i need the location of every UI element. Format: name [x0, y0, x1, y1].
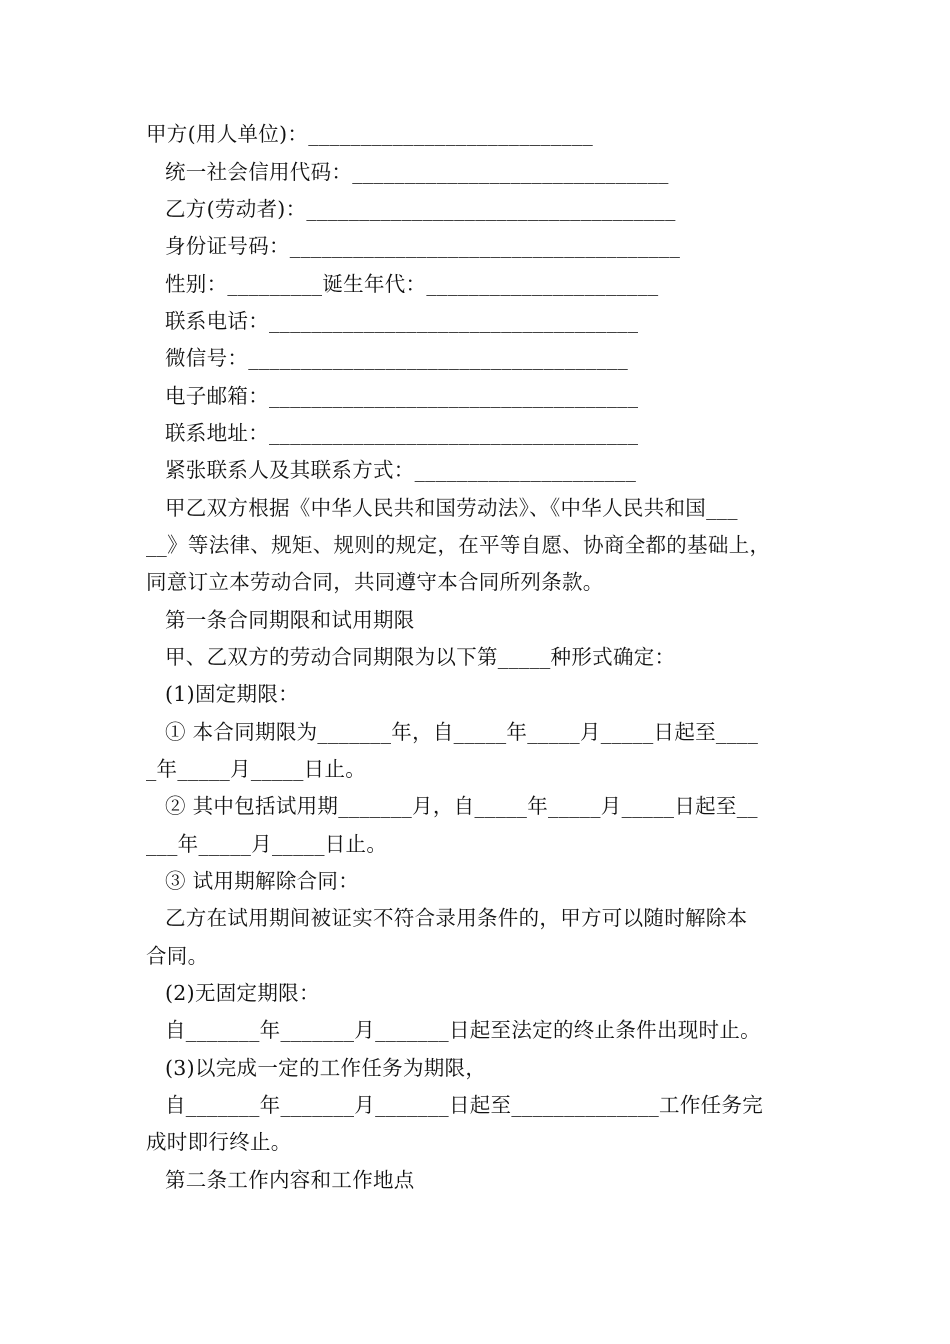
- fixed-term-item-1: ① 本合同期限为_______年，自_____年_____月_____日起至____: [165, 720, 759, 744]
- phone-line: 联系电话：___________________________________: [165, 309, 639, 333]
- open-term-heading: (2)无固定期限：: [165, 981, 320, 1005]
- fixed-term-item-2: ② 其中包括试用期_______月，自_____年_____月_____日起至__: [165, 794, 758, 818]
- address-line: 联系地址：___________________________________: [165, 421, 639, 445]
- article-1-heading: 第一条合同期限和试用期限: [165, 608, 415, 632]
- preamble-line-2: __》等法律、规矩、规则的规定，在平等自愿、协商全都的基础上，: [146, 533, 771, 557]
- probation-text-line-2: 合同。: [146, 944, 209, 968]
- task-term-dates: 自_______年_______月_______日起至______________工作任务完: [165, 1093, 764, 1117]
- party-a-employer-line: 甲方(用人单位)：___________________________: [146, 122, 594, 146]
- probation-text-line-1: 乙方在试用期间被证实不符合录用条件的，甲方可以随时解除本: [165, 906, 748, 930]
- gender-birth-line: 性别：_________诞生年代：______________________: [165, 272, 659, 296]
- preamble-line-1: 甲乙双方根据《中华人民共和国劳动法》、《中华人民共和国___: [165, 496, 738, 520]
- article-2-heading: 第二条工作内容和工作地点: [165, 1168, 415, 1192]
- credit-code-line: 统一社会信用代码：______________________________: [165, 160, 669, 184]
- id-number-line: 身份证号码：_____________________________________: [165, 234, 681, 258]
- open-term-dates: 自_______年_______月_______日起至法定的终止条件出现时止。: [165, 1018, 761, 1042]
- preamble-line-3: 同意订立本劳动合同，共同遵守本合同所列条款。: [146, 570, 604, 594]
- fixed-term-item-2-cont: ___年_____月_____日止。: [146, 832, 388, 856]
- fixed-term-item-1-cont: _年_____月_____日止。: [146, 757, 367, 781]
- emergency-contact-line: 紧张联系人及其联系方式：_____________________: [165, 458, 637, 482]
- fixed-term-heading: (1)固定期限：: [165, 682, 299, 706]
- party-b-worker-line: 乙方(劳动者)：___________________________________: [165, 197, 676, 221]
- fixed-term-item-3: ③ 试用期解除合同：: [165, 869, 360, 893]
- email-line: 电子邮箱：___________________________________: [165, 384, 639, 408]
- task-term-dates-cont: 成时即行终止。: [146, 1130, 292, 1154]
- task-term-heading: (3)以完成一定的工作任务为期限，: [165, 1056, 487, 1080]
- wechat-line: 微信号：____________________________________: [165, 346, 628, 370]
- term-form-line: 甲、乙双方的劳动合同期限为以下第_____种形式确定：: [165, 645, 676, 669]
